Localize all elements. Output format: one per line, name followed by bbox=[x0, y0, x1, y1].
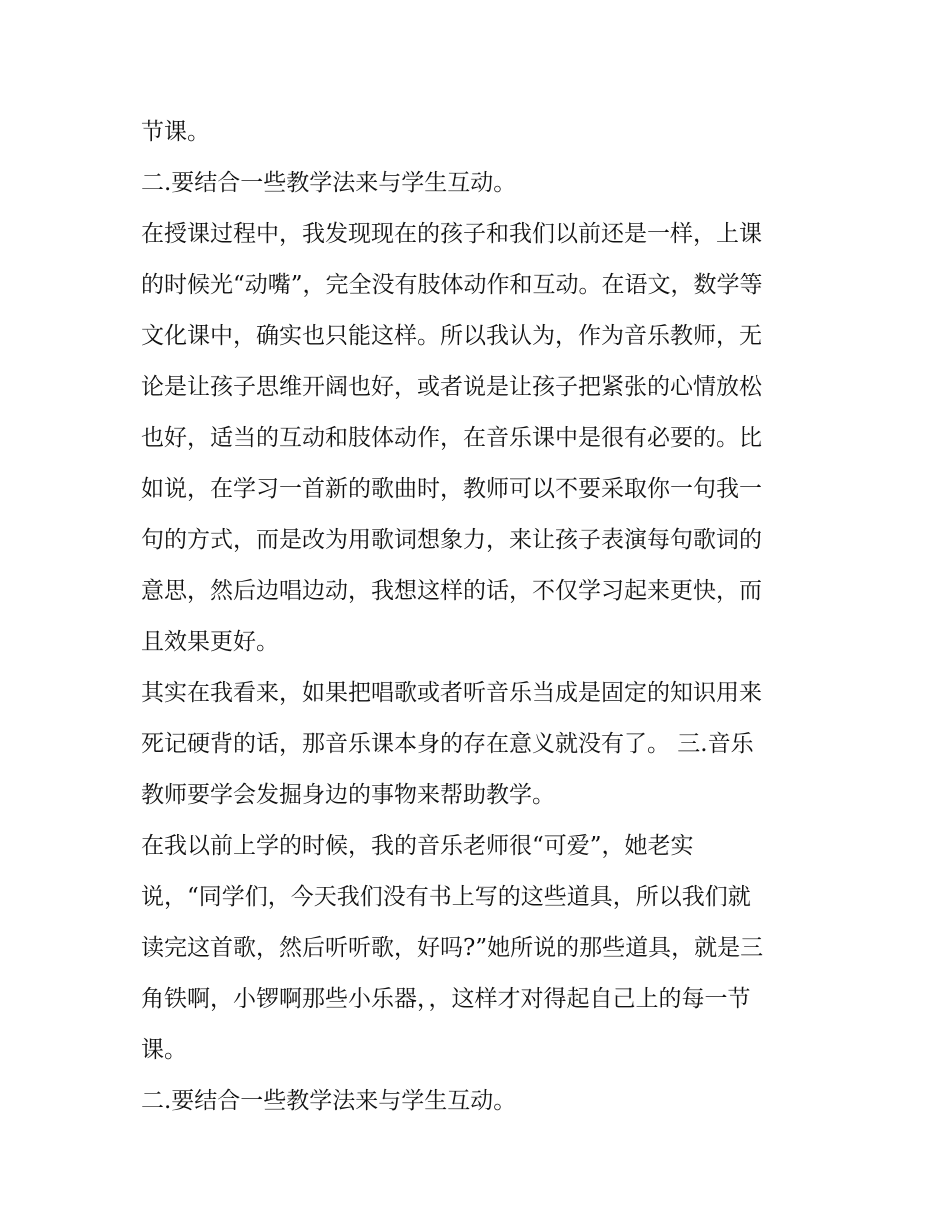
section-heading: 二.要结合一些教学法来与学生互动。 bbox=[141, 1088, 517, 1114]
text-line: 且效果更好。 bbox=[141, 629, 279, 655]
text-line: 角铁啊，小锣啊那些小乐器，，这样才对得起自己上的每一节 bbox=[141, 986, 751, 1012]
text-line: 课。 bbox=[141, 1037, 187, 1063]
text-line: 读完这首歌，然后听听歌，好吗?”她所说的那些道具，就是三 bbox=[141, 935, 764, 961]
text-line: 教师要学会发掘身边的事物来帮助教学。 bbox=[141, 782, 555, 808]
text-line: 论是让孩子思维开阔也好，或者说是让孩子把紧张的心情放松 bbox=[141, 374, 762, 400]
text-line: 文化课中，确实也只能这样。所以我认为，作为音乐教师，无 bbox=[141, 323, 762, 349]
text-line: 意思，然后边唱边动，我想这样的话，不仅学习起来更快，而 bbox=[141, 578, 762, 604]
text-line: 其实在我看来，如果把唱歌或者听音乐当成是固定的知识用来 bbox=[141, 680, 762, 706]
text-line: 如说，在学习一首新的歌曲时，教师可以不要采取你一句我一 bbox=[141, 476, 762, 502]
section-heading: 二.要结合一些教学法来与学生互动。 bbox=[141, 170, 517, 196]
text-line: 在我以前上学的时候，我的音乐老师很“可爱”，她老实 bbox=[141, 833, 694, 859]
text-line: 死记硬背的话，那音乐课本身的存在意义就没有了。 三.音乐 bbox=[141, 731, 754, 757]
text-line: 的时候光“动嘴”，完全没有肢体动作和互动。在语文，数学等 bbox=[141, 272, 763, 298]
text-line: 也好，适当的互动和肢体动作，在音乐课中是很有必要的。比 bbox=[141, 425, 762, 451]
text-line: 在授课过程中，我发现现在的孩子和我们以前还是一样，上课 bbox=[141, 221, 762, 247]
document-body bbox=[141, 107, 821, 1127]
text-line: 说，“同学们，今天我们没有书上写的这些道具，所以我们就 bbox=[141, 884, 751, 910]
text-line: 句的方式，而是改为用歌词想象力，来让孩子表演每句歌词的 bbox=[141, 527, 762, 553]
text-line: 节课。 bbox=[141, 119, 210, 145]
